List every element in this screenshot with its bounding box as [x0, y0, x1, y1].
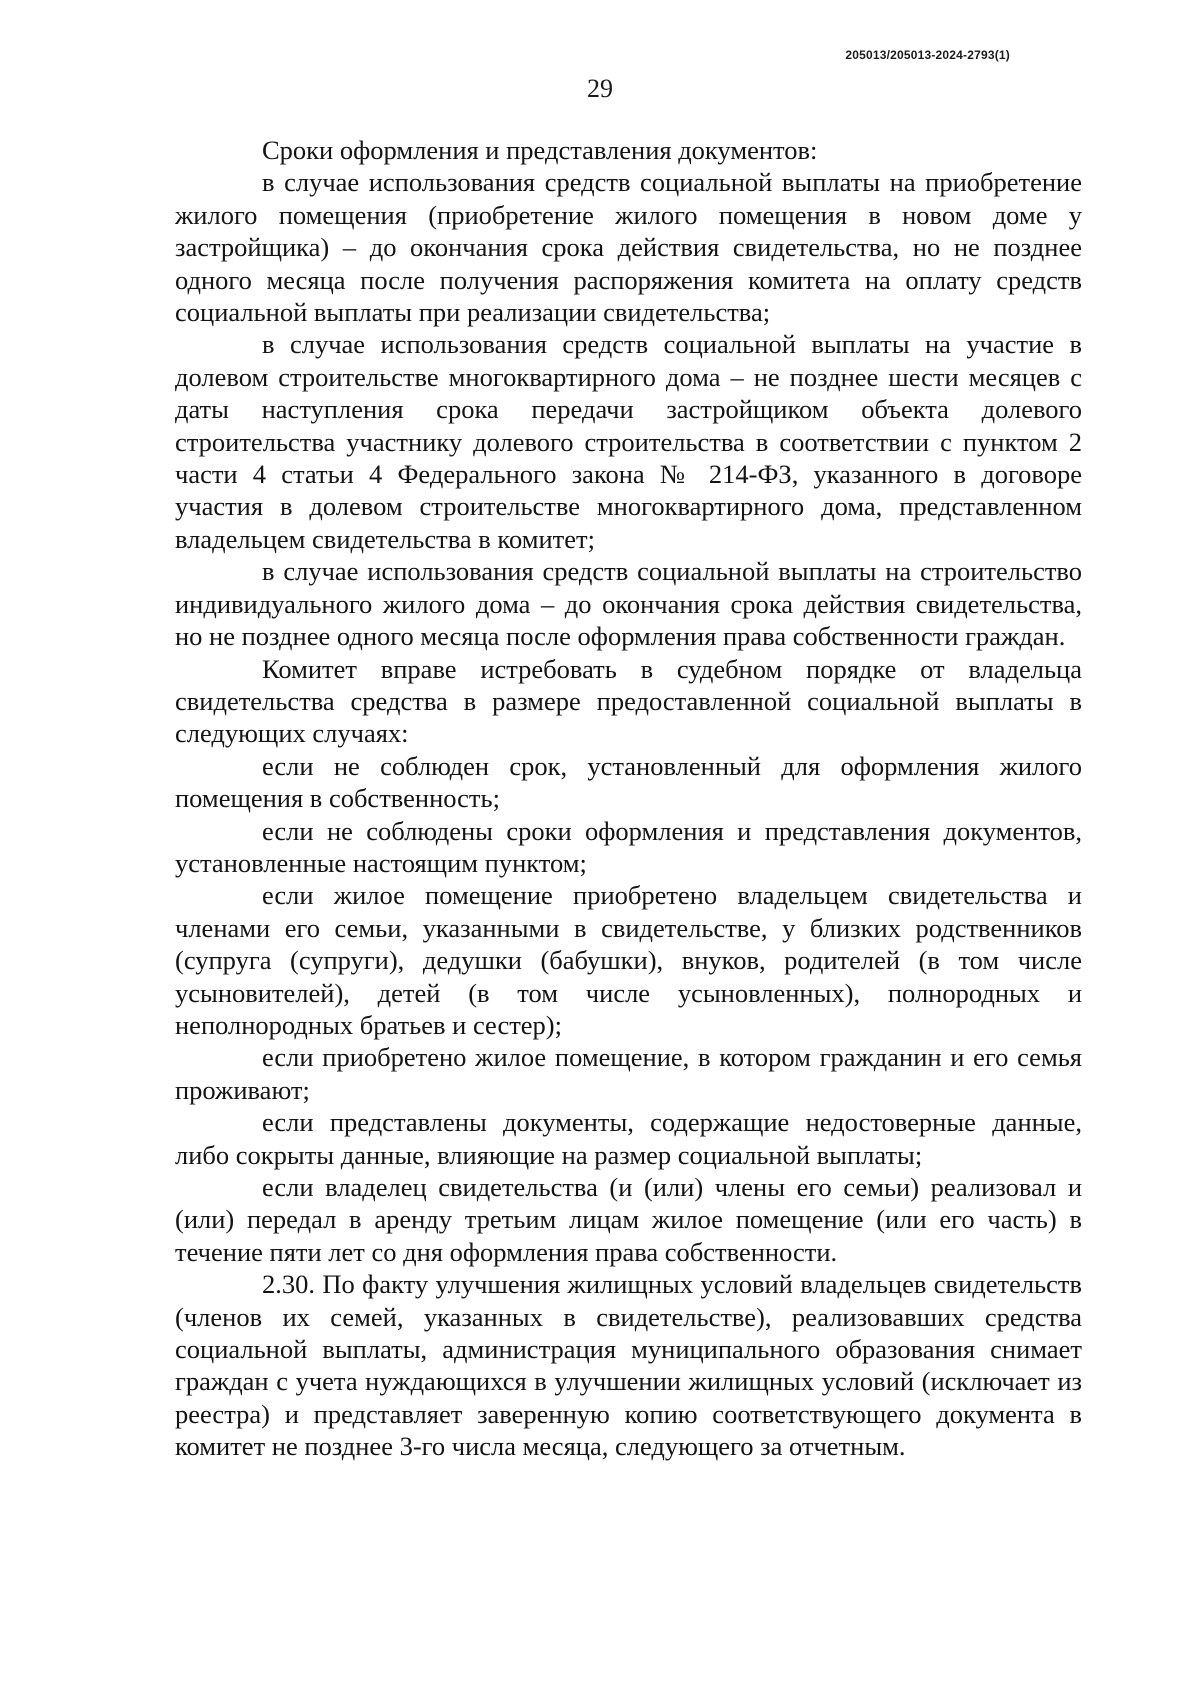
paragraph-case-term-violated: если не соблюден срок, установленный для оформления жилого помещения в собственность; — [175, 750, 1082, 814]
paragraph-purchase-deadline: в случае использования средств социальной выплаты на приобретение жилого помещения (приобретение жилого помещения в новом доме у застройщика) – до окончания срока действия свидетельства, но не позднее одного месяца после получения распоряжения комитета на оплату средств социальной выплаты при реализации свидетельства; — [175, 167, 1082, 328]
paragraph-case-resale-rent: если владелец свидетельства (и (или) члены его семьи) реализовал и (или) передал в аренду третьим лицам жилое помещение (или его часть) в течение пяти лет со дня оформления права собственности. — [175, 1172, 1082, 1267]
document-body — [175, 134, 1082, 1463]
paragraph-shared-construction-deadline: в случае использования средств социальной выплаты на участие в долевом строительстве многоквартирного дома – не позднее шести месяцев с даты наступления срока передачи застройщиком объекта долевого строительства участнику долевого строительства в соответствии с пунктом 2 части 4 статьи 4 Федерального закона № 214-ФЗ, указанного в договоре участия в долевом строительстве многоквартирного дома, представленном владельцем свидетельства в комитет; — [175, 329, 1082, 554]
paragraph-case-current-residence: если приобретено жилое помещение, в котором гражданин и его семья проживают; — [175, 1042, 1082, 1105]
paragraph-case-false-documents: если представлены документы, содержащие недостоверные данные, либо сокрыты данные, влияющие на размер социальной выплаты; — [175, 1107, 1082, 1170]
paragraph-case-documents-term-violated: если не соблюдены сроки оформления и представления документов, установленные настоящим пунктом; — [175, 815, 1082, 878]
paragraph-section-2-30: 2.30. По факту улучшения жилищных условий владельцев свидетельств (членов их семей, указанных в свидетельстве), реализовавших средства социальной выплаты, администрация муниципального образования снимает граждан с учета нуждающихся в улучшении жилищных условий (исключает из реестра) и представляет заверенную копию соответствующего документа в комитет не позднее 3-го числа месяца, следующего за отчетным. — [175, 1269, 1082, 1462]
paragraph-case-relatives-purchase: если жилое помещение приобретено владельцем свидетельства и членами его семьи, указанными в свидетельстве, у близких родственников (супруга (супруги), дедушки (бабушки), внуков, родителей (в том числе усыновителей), детей (в том числе усыновленных), полнородных и неполнородных братьев и сестер); — [175, 880, 1082, 1040]
paragraph-committee-reclaim: Комитет вправе истребовать в судебном порядке от владельца свидетельства средства в размере предоставленной социальной выплаты в следующих случаях: — [175, 653, 1082, 749]
paragraph-deadlines-heading: Сроки оформления и представления документов: — [262, 135, 818, 165]
page-number: 29 — [587, 74, 613, 103]
document-registration-code: 205013/205013-2024-2793(1) — [845, 48, 1010, 62]
paragraph-house-construction-deadline: в случае использования средств социальной выплаты на строительство индивидуального жилого дома – до окончания срока действия свидетельства, но не позднее одного месяца после оформления права собственности граждан. — [175, 556, 1082, 652]
